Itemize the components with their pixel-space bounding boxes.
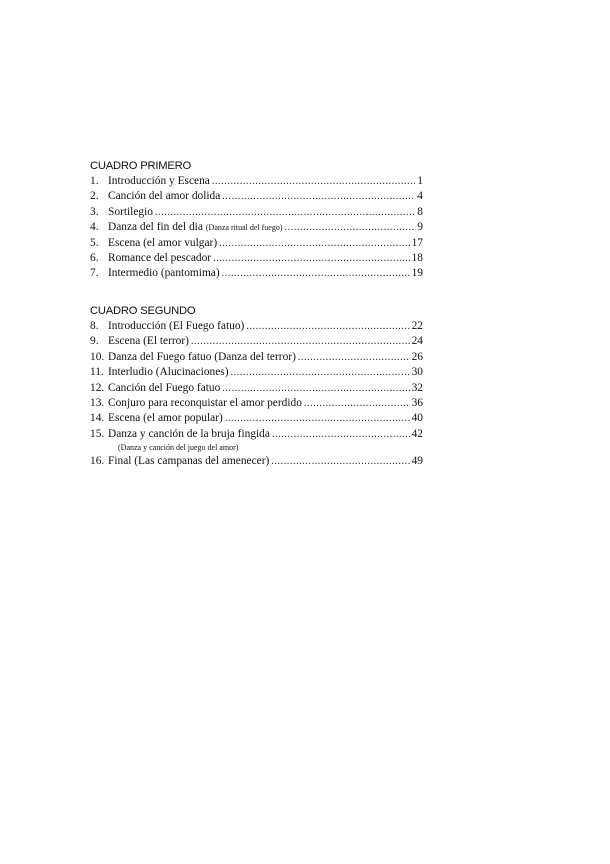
dot-leader [272,427,410,442]
toc-entry [90,174,423,189]
entry-subtitle: (Danza ritual del fuego) [205,223,283,233]
toc-entry [90,236,423,251]
dot-leader [213,251,410,266]
entry-title: Danza del fin del dia [108,221,203,234]
entry-number: 9. [90,335,99,348]
section-cuadro-primero [90,158,423,282]
toc-entry [90,396,423,411]
toc-entry [90,427,423,442]
entry-page: 32 [411,381,423,394]
entry-number: 15. [90,427,105,440]
entry-page: 17 [411,236,423,249]
dot-leader [304,396,410,411]
entry-title: Escena (El terror) [108,335,189,348]
entry-page: 22 [411,320,423,332]
toc-entry [90,350,423,365]
dot-leader [271,454,409,469]
entry-page: 42 [411,427,423,440]
dot-leader [222,266,410,281]
entry-number: 2. [90,190,99,203]
dot-leader [225,411,410,426]
entry-number: 16. [90,455,105,468]
entry-title: Conjuro para reconquistar el amor perdido [108,396,302,409]
entry-number: 7. [90,267,99,280]
dot-leader [231,365,410,380]
dot-leader [219,236,410,251]
dot-leader [191,334,410,349]
entry-title: Sortilegio [108,205,153,218]
entry-title: Introducción y Escena [108,175,210,187]
entry-page: 26 [411,350,423,363]
section-heading: CUADRO SEGUNDO [90,305,196,317]
entry-title: Escena (el amor popular) [108,412,223,425]
entry-number: 10. [90,350,105,363]
entry-page: 40 [411,412,423,425]
entry-number: 1. [90,175,99,187]
entry-number: 6. [90,251,99,264]
dot-leader [222,381,409,396]
toc-entry [90,411,423,426]
entry-number: 14. [90,412,105,425]
toc-entry [90,319,423,334]
dot-leader [246,319,409,334]
section-heading: CUADRO PRIMERO [90,160,192,172]
entry-page: 19 [411,267,423,280]
dot-leader [212,174,415,189]
entry-page: 9 [417,221,423,234]
toc-entry [90,189,423,204]
entry-title: Canción del amor dolida [108,190,221,203]
entry-number: 13. [90,396,105,409]
entry-number: 11. [90,366,104,379]
toc-entry [90,454,423,469]
entry-number: 4. [90,221,99,234]
dot-leader [298,350,410,365]
dot-leader [222,189,415,204]
entry-page: 18 [411,251,423,264]
entry-page: 4 [417,190,423,203]
entry-number: 3. [90,205,99,218]
entry-title: Romance del pescador [108,251,212,264]
entry-page: 49 [411,455,423,468]
entry-title: Interludio (Alucinaciones) [108,366,229,379]
dot-leader [285,220,416,235]
entry-title: Danza y canción de la bruja fingida [108,427,270,440]
section-cuadro-segundo [90,303,423,470]
entry-page: 8 [417,205,423,218]
entry-page: 36 [411,396,423,409]
entry-number: 12. [90,381,105,394]
entry-title: Introducción (El Fuego fatuo) [108,320,245,332]
toc-entry [90,251,423,266]
entry-page: 24 [411,335,423,348]
entry-page: 30 [411,366,423,379]
entry-number: 8. [90,320,99,332]
entry-title: Escena (el amor vulgar) [108,236,218,249]
dot-leader [155,205,415,220]
toc-entry [90,205,423,220]
entry-title: Final (Las campanas del amenecer) [108,455,270,468]
entry-page: 1 [417,175,423,187]
entry-subtitle: (Danza y canción del juego del amor) [118,443,239,453]
toc-entry [90,266,423,281]
toc-entry [90,334,423,349]
entry-title: Danza del Fuego fatuo (Danza del terror) [108,350,296,363]
entry-title: Canción del Fuego fatuo [108,381,221,394]
entry-number: 5. [90,236,99,249]
toc-entry [90,220,423,235]
toc-entry [90,365,423,380]
entry-title: Intermedio (pantomima) [108,267,220,280]
toc-entry [90,381,423,396]
